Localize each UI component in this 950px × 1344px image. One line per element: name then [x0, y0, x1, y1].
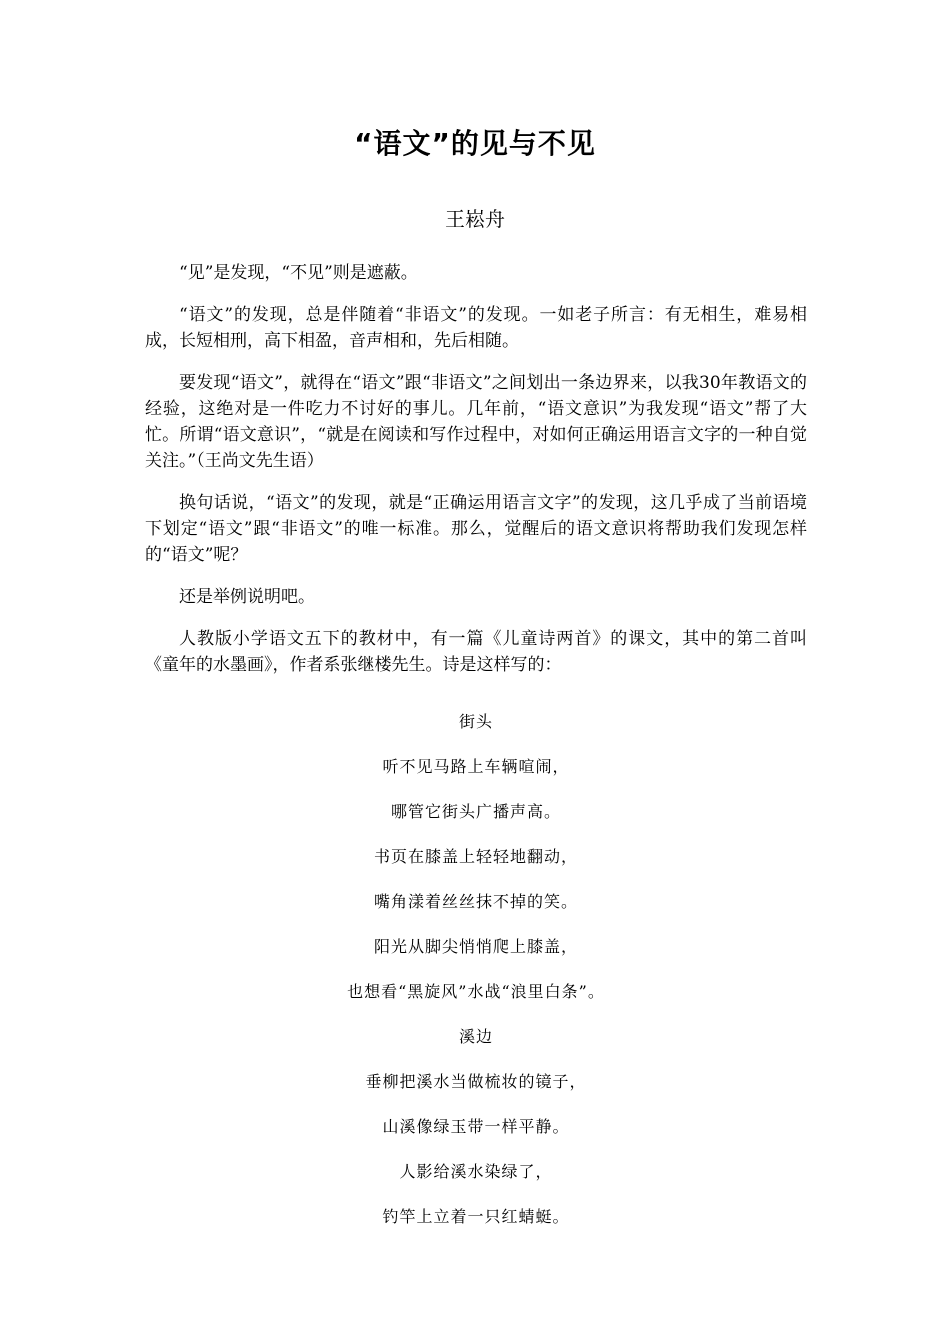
- paragraph: 人教版小学语文五下的教材中，有一篇《儿童诗两首》的课文，其中的第二首叫《童年的水墨画》，作者系张继楼先生。诗是这样写的：: [145, 629, 807, 675]
- poem-line: 嘴角漾着丝丝抹不掉的笑。: [373, 892, 578, 911]
- document-author: 王崧舟: [445, 207, 505, 231]
- poem-section-title: 街头: [458, 712, 493, 731]
- poem-line: 钓竿上立着一只红蜻蜓。: [382, 1207, 570, 1226]
- poem-block: [145, 699, 807, 1239]
- paragraph: 要发现“语文”，就得在“语文”跟“非语文”之间划出一条边界来，以我30年教语文的经验，这绝对是一件吃力不讨好的事儿。几年前，“语文意识”为我发现“语文”帮了大忙。所谓“语文意识”，“就是在阅读和写作过程中，对如何正确运用语言文字的一种自觉关注。”（王尚文先生语）: [145, 373, 807, 471]
- poem-line: 人影给溪水染绿了，: [399, 1162, 553, 1181]
- poem-line: 阳光从脚尖悄悄爬上膝盖，: [373, 937, 578, 956]
- poem-line: 垂柳把溪水当做梳妆的镜子，: [365, 1072, 587, 1091]
- poem-line: 哪管它街头广播声高。: [390, 802, 561, 821]
- poem-line: 书页在膝盖上轻轻地翻动，: [373, 847, 578, 866]
- paragraph: “见”是发现，“不见”则是遮蔽。: [179, 263, 418, 283]
- poem-section-title: 溪边: [458, 1027, 493, 1046]
- poem-line: 山溪像绿玉带一样平静。: [382, 1117, 570, 1136]
- paragraph: “语文”的发现，总是伴随着“非语文”的发现。一如老子所言：有无相生，难易相成，长短相刑，高下相盈，音声相和，先后相随。: [145, 305, 807, 351]
- poem-line: 听不见马路上车辆喧闹，: [382, 757, 570, 776]
- paragraph: 换句话说，“语文”的发现，就是“正确运用语言文字”的发现，这几乎成了当前语境下划定“语文”跟“非语文”的唯一标准。那么，觉醒后的语文意识将帮助我们发现怎样的“语文”呢？: [145, 493, 807, 565]
- document-title: “语文”的见与不见: [354, 127, 596, 160]
- poem-line: 也想看“黑旋风”水战“浪里白条”。: [347, 982, 605, 1001]
- document-body: [145, 260, 807, 694]
- paragraph: 还是举例说明吧。: [179, 587, 315, 607]
